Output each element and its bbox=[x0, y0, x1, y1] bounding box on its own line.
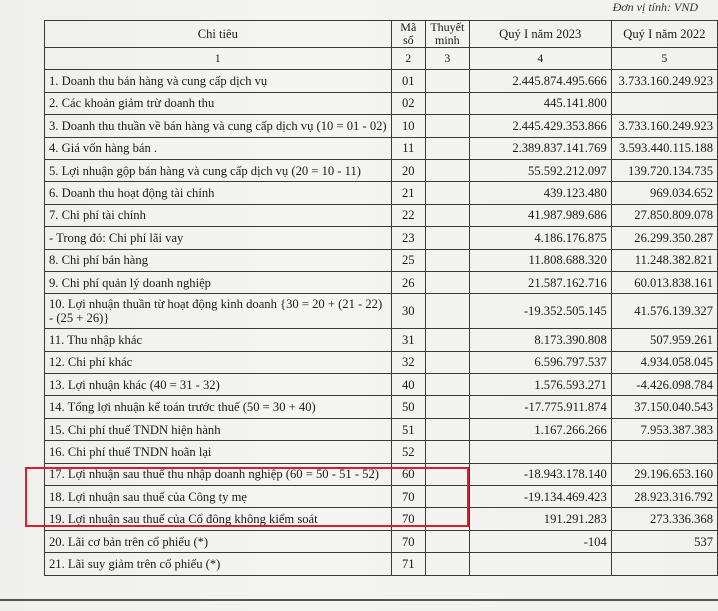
row-q1-2022 bbox=[611, 441, 717, 463]
unit-note: Đơn vị tính: VND bbox=[612, 0, 698, 14]
row-q1-2022: 29.196.653.160 bbox=[611, 463, 717, 485]
row-q1-2022: 41.576.139.327 bbox=[611, 294, 717, 329]
row-indicator: 10. Lợi nhuận thuần từ hoạt động kinh doanh {30 = 20 + (21 - 22) - (25 + 26)} bbox=[45, 294, 392, 329]
row-indicator: 12. Chi phí khác bbox=[45, 351, 392, 373]
row-q1-2023: 2.445.874.495.666 bbox=[469, 70, 611, 92]
row-q1-2022: 507.959.261 bbox=[611, 329, 717, 351]
row-q1-2023: -17.775.911.874 bbox=[469, 396, 611, 418]
row-notes bbox=[425, 374, 469, 396]
row-q1-2022: 4.934.058.045 bbox=[611, 351, 717, 373]
row-code: 40 bbox=[391, 374, 425, 396]
bottom-rule bbox=[0, 599, 718, 601]
row-q1-2022: 273.336.368 bbox=[611, 508, 717, 530]
row-code: 70 bbox=[391, 530, 425, 552]
row-code: 22 bbox=[391, 204, 425, 226]
table-row bbox=[45, 159, 718, 181]
row-q1-2023: 21.587.162.716 bbox=[469, 271, 611, 293]
row-q1-2023: 191.291.283 bbox=[469, 508, 611, 530]
row-code: 21 bbox=[391, 182, 425, 204]
row-indicator: 1. Doanh thu bán hàng và cung cấp dịch vụ bbox=[45, 70, 392, 92]
row-code: 26 bbox=[391, 271, 425, 293]
row-q1-2023: 4.186.176.875 bbox=[469, 227, 611, 249]
table-row bbox=[45, 204, 718, 226]
row-notes bbox=[425, 249, 469, 271]
row-code: 32 bbox=[391, 351, 425, 373]
row-code: 71 bbox=[391, 553, 425, 575]
row-q1-2022: 537 bbox=[611, 530, 717, 552]
row-q1-2022: 969.034.652 bbox=[611, 182, 717, 204]
row-notes bbox=[425, 486, 469, 508]
row-code: 30 bbox=[391, 294, 425, 329]
table-row bbox=[45, 441, 718, 463]
row-indicator: 20. Lãi cơ bản trên cổ phiếu (*) bbox=[45, 530, 392, 552]
row-notes bbox=[425, 508, 469, 530]
table-header-row bbox=[45, 21, 718, 48]
column-index: 5 bbox=[611, 48, 717, 70]
row-notes bbox=[425, 271, 469, 293]
row-notes bbox=[425, 329, 469, 351]
row-notes bbox=[425, 92, 469, 114]
row-code: 25 bbox=[391, 249, 425, 271]
row-q1-2022 bbox=[611, 92, 717, 114]
row-code: 51 bbox=[391, 418, 425, 440]
table-row bbox=[45, 271, 718, 293]
row-notes bbox=[425, 463, 469, 485]
row-q1-2023: 41.987.989.686 bbox=[469, 204, 611, 226]
row-q1-2022: 3.593.440.115.188 bbox=[611, 137, 717, 159]
row-code: 02 bbox=[391, 92, 425, 114]
row-q1-2023: -19.134.469.423 bbox=[469, 486, 611, 508]
row-indicator: 18. Lợi nhuận sau thuế của Công ty mẹ bbox=[45, 486, 392, 508]
row-code: 70 bbox=[391, 486, 425, 508]
table-row bbox=[45, 508, 718, 530]
row-code: 50 bbox=[391, 396, 425, 418]
row-notes bbox=[425, 159, 469, 181]
row-notes bbox=[425, 115, 469, 137]
row-q1-2023: -19.352.505.145 bbox=[469, 294, 611, 329]
header-notes: Thuyết minh bbox=[425, 21, 469, 48]
row-notes bbox=[425, 137, 469, 159]
row-q1-2023: 2.389.837.141.769 bbox=[469, 137, 611, 159]
row-indicator: 6. Doanh thu hoạt động tài chính bbox=[45, 182, 392, 204]
row-q1-2022: 28.923.316.792 bbox=[611, 486, 717, 508]
row-indicator: 9. Chi phí quản lý doanh nghiệp bbox=[45, 271, 392, 293]
row-q1-2023 bbox=[469, 553, 611, 575]
row-indicator: 15. Chi phí thuế TNDN hiện hành bbox=[45, 418, 392, 440]
table-row bbox=[45, 486, 718, 508]
income-statement-table bbox=[44, 20, 718, 576]
row-notes bbox=[425, 553, 469, 575]
row-q1-2022: 26.299.350.287 bbox=[611, 227, 717, 249]
row-notes bbox=[425, 294, 469, 329]
row-notes bbox=[425, 530, 469, 552]
row-indicator: 19. Lợi nhuận sau thuế của Cổ đông không kiểm soát bbox=[45, 508, 392, 530]
table-row bbox=[45, 227, 718, 249]
row-code: 01 bbox=[391, 70, 425, 92]
table-row bbox=[45, 463, 718, 485]
row-indicator: - Trong đó: Chi phí lãi vay bbox=[45, 227, 392, 249]
table-row bbox=[45, 329, 718, 351]
table-row bbox=[45, 530, 718, 552]
row-q1-2022: 3.733.160.249.923 bbox=[611, 70, 717, 92]
row-q1-2022: 7.953.387.383 bbox=[611, 418, 717, 440]
row-code: 11 bbox=[391, 137, 425, 159]
row-q1-2023: 6.596.797.537 bbox=[469, 351, 611, 373]
row-indicator: 3. Doanh thu thuần về bán hàng và cung cấp dịch vụ (10 = 01 - 02) bbox=[45, 115, 392, 137]
header-code: Mã số bbox=[391, 21, 425, 48]
table-row bbox=[45, 396, 718, 418]
row-notes bbox=[425, 441, 469, 463]
table-row bbox=[45, 70, 718, 92]
row-indicator: 11. Thu nhập khác bbox=[45, 329, 392, 351]
row-q1-2023: 8.173.390.808 bbox=[469, 329, 611, 351]
row-q1-2023: 2.445.429.353.866 bbox=[469, 115, 611, 137]
table-row bbox=[45, 182, 718, 204]
row-q1-2022 bbox=[611, 553, 717, 575]
row-q1-2022: 37.150.040.543 bbox=[611, 396, 717, 418]
table-row bbox=[45, 249, 718, 271]
column-index: 3 bbox=[425, 48, 469, 70]
row-q1-2023: 11.808.688.320 bbox=[469, 249, 611, 271]
row-q1-2022: -4.426.098.784 bbox=[611, 374, 717, 396]
row-q1-2023: -104 bbox=[469, 530, 611, 552]
row-indicator: 2. Các khoản giảm trừ doanh thu bbox=[45, 92, 392, 114]
row-code: 70 bbox=[391, 508, 425, 530]
table-row bbox=[45, 374, 718, 396]
row-q1-2022: 27.850.809.078 bbox=[611, 204, 717, 226]
table-row bbox=[45, 92, 718, 114]
header-q1-2023: Quý I năm 2023 bbox=[469, 21, 611, 48]
row-indicator: 4. Giá vốn hàng bán . bbox=[45, 137, 392, 159]
row-notes bbox=[425, 351, 469, 373]
table-row bbox=[45, 115, 718, 137]
row-code: 20 bbox=[391, 159, 425, 181]
row-code: 10 bbox=[391, 115, 425, 137]
row-indicator: 16. Chi phí thuế TNDN hoãn lại bbox=[45, 441, 392, 463]
column-index-row bbox=[45, 48, 718, 70]
row-code: 23 bbox=[391, 227, 425, 249]
row-notes bbox=[425, 70, 469, 92]
row-notes bbox=[425, 418, 469, 440]
row-q1-2022: 11.248.382.821 bbox=[611, 249, 717, 271]
row-indicator: 7. Chi phí tài chính bbox=[45, 204, 392, 226]
header-q1-2022: Quý I năm 2022 bbox=[611, 21, 717, 48]
row-q1-2022: 3.733.160.249.923 bbox=[611, 115, 717, 137]
row-q1-2023 bbox=[469, 441, 611, 463]
row-notes bbox=[425, 227, 469, 249]
table-row bbox=[45, 351, 718, 373]
table-row bbox=[45, 137, 718, 159]
column-index: 1 bbox=[45, 48, 392, 70]
row-q1-2023: -18.943.178.140 bbox=[469, 463, 611, 485]
table-row bbox=[45, 553, 718, 575]
row-code: 52 bbox=[391, 441, 425, 463]
row-notes bbox=[425, 204, 469, 226]
row-notes bbox=[425, 182, 469, 204]
row-notes bbox=[425, 396, 469, 418]
table-row bbox=[45, 294, 718, 329]
row-q1-2023: 1.576.593.271 bbox=[469, 374, 611, 396]
row-indicator: 21. Lãi suy giảm trên cổ phiếu (*) bbox=[45, 553, 392, 575]
header-indicator: Chỉ tiêu bbox=[45, 21, 392, 48]
table-row bbox=[45, 418, 718, 440]
row-q1-2022: 60.013.838.161 bbox=[611, 271, 717, 293]
row-indicator: 8. Chi phí bán hàng bbox=[45, 249, 392, 271]
row-code: 31 bbox=[391, 329, 425, 351]
row-q1-2023: 439.123.480 bbox=[469, 182, 611, 204]
row-indicator: 5. Lợi nhuận gộp bán hàng và cung cấp dịch vụ (20 = 10 - 11) bbox=[45, 159, 392, 181]
column-index: 2 bbox=[391, 48, 425, 70]
column-index: 4 bbox=[469, 48, 611, 70]
row-q1-2022: 139.720.134.735 bbox=[611, 159, 717, 181]
row-indicator: 14. Tổng lợi nhuận kế toán trước thuế (50 = 30 + 40) bbox=[45, 396, 392, 418]
row-q1-2023: 445.141.800 bbox=[469, 92, 611, 114]
row-indicator: 17. Lợi nhuận sau thuế thu nhập doanh nghiệp (60 = 50 - 51 - 52) bbox=[45, 463, 392, 485]
row-q1-2023: 55.592.212.097 bbox=[469, 159, 611, 181]
row-indicator: 13. Lợi nhuận khác (40 = 31 - 32) bbox=[45, 374, 392, 396]
row-code: 60 bbox=[391, 463, 425, 485]
row-q1-2023: 1.167.266.266 bbox=[469, 418, 611, 440]
